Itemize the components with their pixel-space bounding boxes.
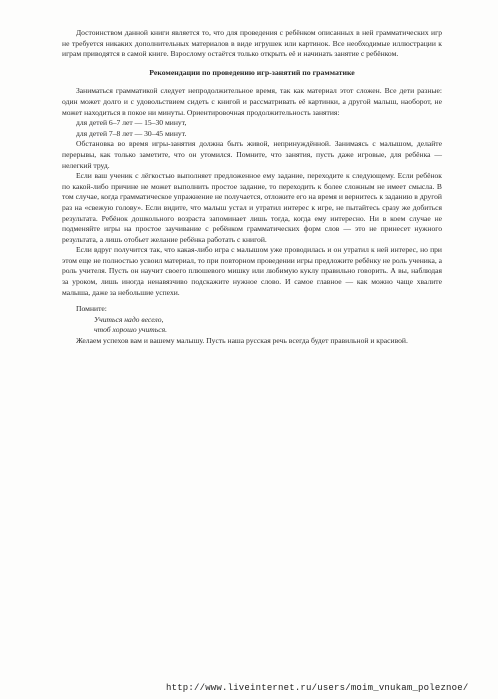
paragraph-duration: Заниматься грамматикой следует непродолжительное время, так как материал этот сложен. Все дети разные: один может долго и с удовольствием сидеть с книгой и рассматривать её картинки, а другой малыш, наоборот, не может находиться в покое ни минуты. Ориентировочная продолжительность занятия:	[62, 86, 442, 117]
paragraph-tasks: Если ваш ученик с лёгкостью выполняет предложенное ему задание, переходите к следующему. Если ребёнок по какой-либо причине не может выполнить простое задание, то переходить к более сложным не имеет смысла. В том случае, когда грамматическое упражнение не получается, отложите его на время и вернитесь к заданию в другой раз на «свежую голову». Если видите, что малыш устал и утратил интерес к игре, не пытайтесь сразу же добиться результата. Ребёнок дошкольного возраста запоминает лишь тогда, когда ему интересно. Ни в коем случае не подменяйте игры на простое заучивание с ребёнком грамматических форм слов — это не принесет нужного результата, а лишь отобьет желание ребёнка работать с книгой.	[62, 171, 442, 244]
intro-paragraph: Достоинством данной книги является то, что для проведения с ребёнком описанных в ней грамматических игр не требуется никаких дополнительных материалов в виде игрушек или картинок. Все необходимые иллюстрации к играм приводятся в самой книге. Взрослому остаётся только открыть её и начинать занятие с ребёнком.	[62, 28, 442, 59]
poem-line-2: чтоб хорошо учиться.	[94, 325, 168, 335]
paragraph-atmosphere: Обстановка во время игры-занятия должна быть живой, непринуждённой. Занимаясь с малышом, делайте перерывы, как только заметите, что он утомился. Помните, что занятия, пусть даже игровые, для ребёнка — нелегкий труд.	[62, 139, 442, 170]
remember-label: Помните:	[76, 304, 107, 314]
source-url-footer: http://www.liveinternet.ru/users/moim_vnukam_poleznoe/	[166, 683, 469, 693]
section-heading: Рекомендации по проведению игр-занятий по грамматике	[149, 67, 355, 77]
poem-line-1: Учиться надо весело,	[94, 314, 164, 324]
age-line-6-7: для детей 6–7 лет — 15–30 минут,	[76, 118, 187, 128]
age-line-7-8: для детей 7–8 лет — 30–45 минут.	[76, 128, 187, 138]
document-body	[62, 28, 442, 347]
paragraph-teacher-role: Если вдруг получится так, что какая-либо игра с малышом уже проводилась и он утратил к ней интерес, но при этом еще не полностью усвоил материал, то при повторном проведении игры предложите ребёнку не роль ученика, а роль учителя. Пусть он научит своего плюшевого мишку или любимую куклу правильно говорить. А вы, наблюдая за уроком, лишь иногда ненавязчиво подскажите нужное слово. И самое главное — как можно чаще хвалите малыша, даже за небольшие успехи.	[62, 245, 442, 297]
closing-paragraph: Желаем успехов вам и вашему малышу. Пусть наша русская речь всегда будет правильной и красивой.	[76, 336, 408, 346]
